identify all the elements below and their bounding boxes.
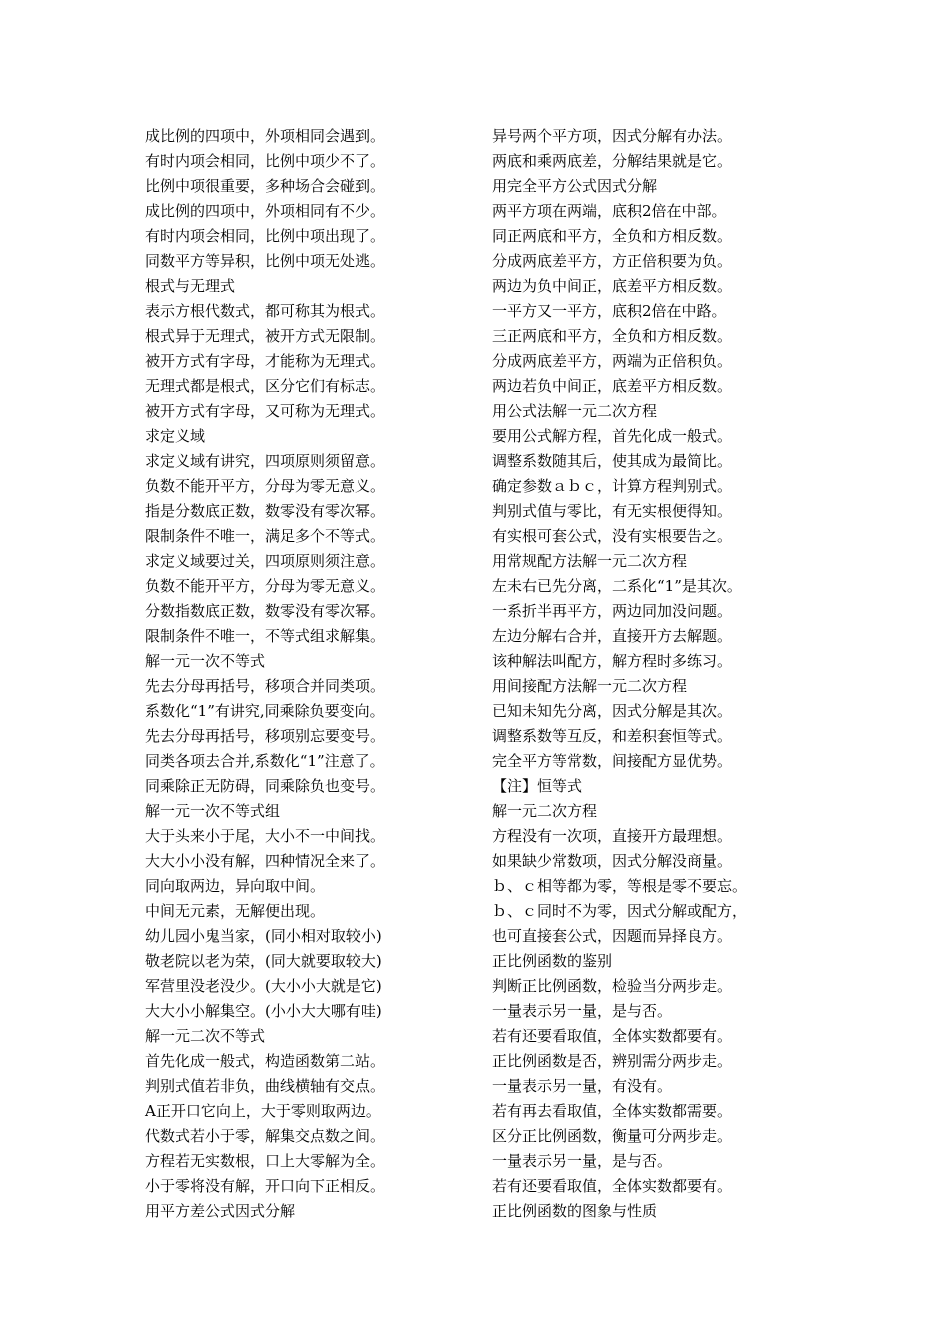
text-line: 解一元一次不等式组 (145, 802, 281, 820)
text-line: 负数不能开平方，分母为零无意义。 (145, 577, 386, 595)
text-line: 大于头来小于尾，大小不一中间找。 (145, 827, 386, 845)
text-line: 大大小小解集空。(小小大大哪有哇) (145, 1002, 382, 1020)
text-line: 根式与无理式 (145, 277, 236, 295)
text-line: 代数式若小于零，解集交点数之间。 (145, 1127, 386, 1145)
text-line: 一量表示另一量，有没有。 (492, 1077, 673, 1095)
text-line: 中间无元素，无解便出现。 (145, 902, 326, 920)
text-line: 已知未知先分离，因式分解是其次。 (492, 702, 733, 720)
right-text-column (492, 124, 792, 1224)
text-line: 分成两底差平方，方正倍积要为负。 (492, 252, 733, 270)
text-line: 同乘除正无防碍，同乘除负也变号。 (145, 777, 386, 795)
text-line: 同类各项去合并,系数化“1”注意了。 (145, 752, 385, 770)
text-line: 分数指数底正数，数零没有零次幂。 (145, 602, 386, 620)
text-line: 系数化“1”有讲究,同乘除负要变向。 (145, 702, 385, 720)
text-line: 有实根可套公式，没有实根要告之。 (492, 527, 733, 545)
text-line: 幼儿园小鬼当家，(同小相对取较小) (145, 927, 382, 945)
text-line: 表示方根代数式，都可称其为根式。 (145, 302, 386, 320)
text-line: 限制条件不唯一，不等式组求解集。 (145, 627, 386, 645)
text-line: 解一元一次不等式 (145, 652, 266, 670)
text-line: 【注】恒等式 (492, 777, 583, 795)
text-line: 确定参数ａｂｃ，计算方程判别式。 (492, 477, 733, 495)
text-line: 也可直接套公式，因题而异择良方。 (492, 927, 733, 945)
text-line: 判别式值与零比，有无实根便得知。 (492, 502, 733, 520)
text-line: 有时内项会相同，比例中项少不了。 (145, 152, 386, 170)
text-line: 求定义域 (145, 427, 206, 445)
text-line: 方程若无实数根，口上大零解为全。 (145, 1152, 386, 1170)
text-line: 小于零将没有解，开口向下正相反。 (145, 1177, 386, 1195)
text-line: 敬老院以老为荣，(同大就要取较大) (145, 952, 382, 970)
text-line: 若有还要看取值，全体实数都要有。 (492, 1027, 733, 1045)
text-line: 左边分解右合并，直接开方去解题。 (492, 627, 733, 645)
text-line: 两底和乘两底差，分解结果就是它。 (492, 152, 733, 170)
text-line: ｂ、ｃ相等都为零，等根是零不要忘。 (492, 877, 748, 895)
text-line: 无理式都是根式，区分它们有标志。 (145, 377, 386, 395)
text-line: 调整系数等互反，和差积套恒等式。 (492, 727, 733, 745)
text-line: 求定义域有讲究，四项原则须留意。 (145, 452, 386, 470)
text-line: 大大小小没有解，四种情况全来了。 (145, 852, 386, 870)
text-line: 比例中项很重要，多种场合会碰到。 (145, 177, 386, 195)
text-line: 被开方式有字母，又可称为无理式。 (145, 402, 386, 420)
text-line: A正开口它向上，大于零则取两边。 (145, 1102, 381, 1120)
text-line: 用公式法解一元二次方程 (492, 402, 658, 420)
text-line: 一平方又一平方，底积2倍在中路。 (492, 302, 727, 320)
text-line: 先去分母再括号，移项别忘要变号。 (145, 727, 386, 745)
text-line: 如果缺少常数项，因式分解没商量。 (492, 852, 733, 870)
text-line: 先去分母再括号，移项合并同类项。 (145, 677, 386, 695)
text-line: 该种解法叫配方，解方程时多练习。 (492, 652, 733, 670)
text-line: 若有还要看取值，全体实数都要有。 (492, 1177, 733, 1195)
text-line: 求定义域要过关，四项原则须注意。 (145, 552, 386, 570)
text-line: 同向取两边，异向取中间。 (145, 877, 326, 895)
text-line: 解一元二次不等式 (145, 1027, 266, 1045)
left-text-column (145, 124, 445, 1224)
text-line: 判断正比例函数，检验当分两步走。 (492, 977, 733, 995)
text-line: 左未右已先分离，二系化“1”是其次。 (492, 577, 742, 595)
text-line: 一系折半再平方，两边同加没问题。 (492, 602, 733, 620)
text-line: 用常规配方法解一元二次方程 (492, 552, 688, 570)
text-line: 成比例的四项中，外项相同有不少。 (145, 202, 386, 220)
text-line: 根式异于无理式，被开方式无限制。 (145, 327, 386, 345)
text-line: 军营里没老没少。(大小小大就是它) (145, 977, 382, 995)
text-line: 判别式值若非负，曲线横轴有交点。 (145, 1077, 386, 1095)
text-line: 正比例函数是否，辨别需分两步走。 (492, 1052, 733, 1070)
text-line: 首先化成一般式，构造函数第二站。 (145, 1052, 386, 1070)
text-line: 指是分数底正数，数零没有零次幂。 (145, 502, 386, 520)
text-line: 用完全平方公式因式分解 (492, 177, 658, 195)
text-line: 区分正比例函数，衡量可分两步走。 (492, 1127, 733, 1145)
text-line: 限制条件不唯一，满足多个不等式。 (145, 527, 386, 545)
text-line: 负数不能开平方，分母为零无意义。 (145, 477, 386, 495)
text-line: 有时内项会相同，比例中项出现了。 (145, 227, 386, 245)
text-line: 一量表示另一量，是与否。 (492, 1152, 673, 1170)
text-line: 用平方差公式因式分解 (145, 1202, 296, 1220)
text-line: 同正两底和平方，全负和方相反数。 (492, 227, 733, 245)
text-line: 完全平方等常数，间接配方显优势。 (492, 752, 733, 770)
text-line: 要用公式解方程，首先化成一般式。 (492, 427, 733, 445)
text-line: 方程没有一次项，直接开方最理想。 (492, 827, 733, 845)
text-line: 正比例函数的鉴别 (492, 952, 613, 970)
text-line: 成比例的四项中，外项相同会遇到。 (145, 127, 386, 145)
text-line: 用间接配方法解一元二次方程 (492, 677, 688, 695)
text-line: 两边为负中间正，底差平方相反数。 (492, 277, 733, 295)
text-line: 解一元二次方程 (492, 802, 598, 820)
text-line: ｂ、ｃ同时不为零，因式分解或配方， (492, 902, 748, 920)
text-line: 两平方项在两端，底积2倍在中部。 (492, 202, 727, 220)
text-line: 两边若负中间正，底差平方相反数。 (492, 377, 733, 395)
text-line: 调整系数随其后，使其成为最简比。 (492, 452, 733, 470)
text-line: 正比例函数的图象与性质 (492, 1202, 658, 1220)
text-line: 分成两底差平方，两端为正倍积负。 (492, 352, 733, 370)
text-line: 被开方式有字母，才能称为无理式。 (145, 352, 386, 370)
text-line: 异号两个平方项，因式分解有办法。 (492, 127, 733, 145)
text-line: 三正两底和平方，全负和方相反数。 (492, 327, 733, 345)
text-line: 同数平方等异积，比例中项无处逃。 (145, 252, 386, 270)
text-line: 若有再去看取值，全体实数都需要。 (492, 1102, 733, 1120)
text-line: 一量表示另一量，是与否。 (492, 1002, 673, 1020)
